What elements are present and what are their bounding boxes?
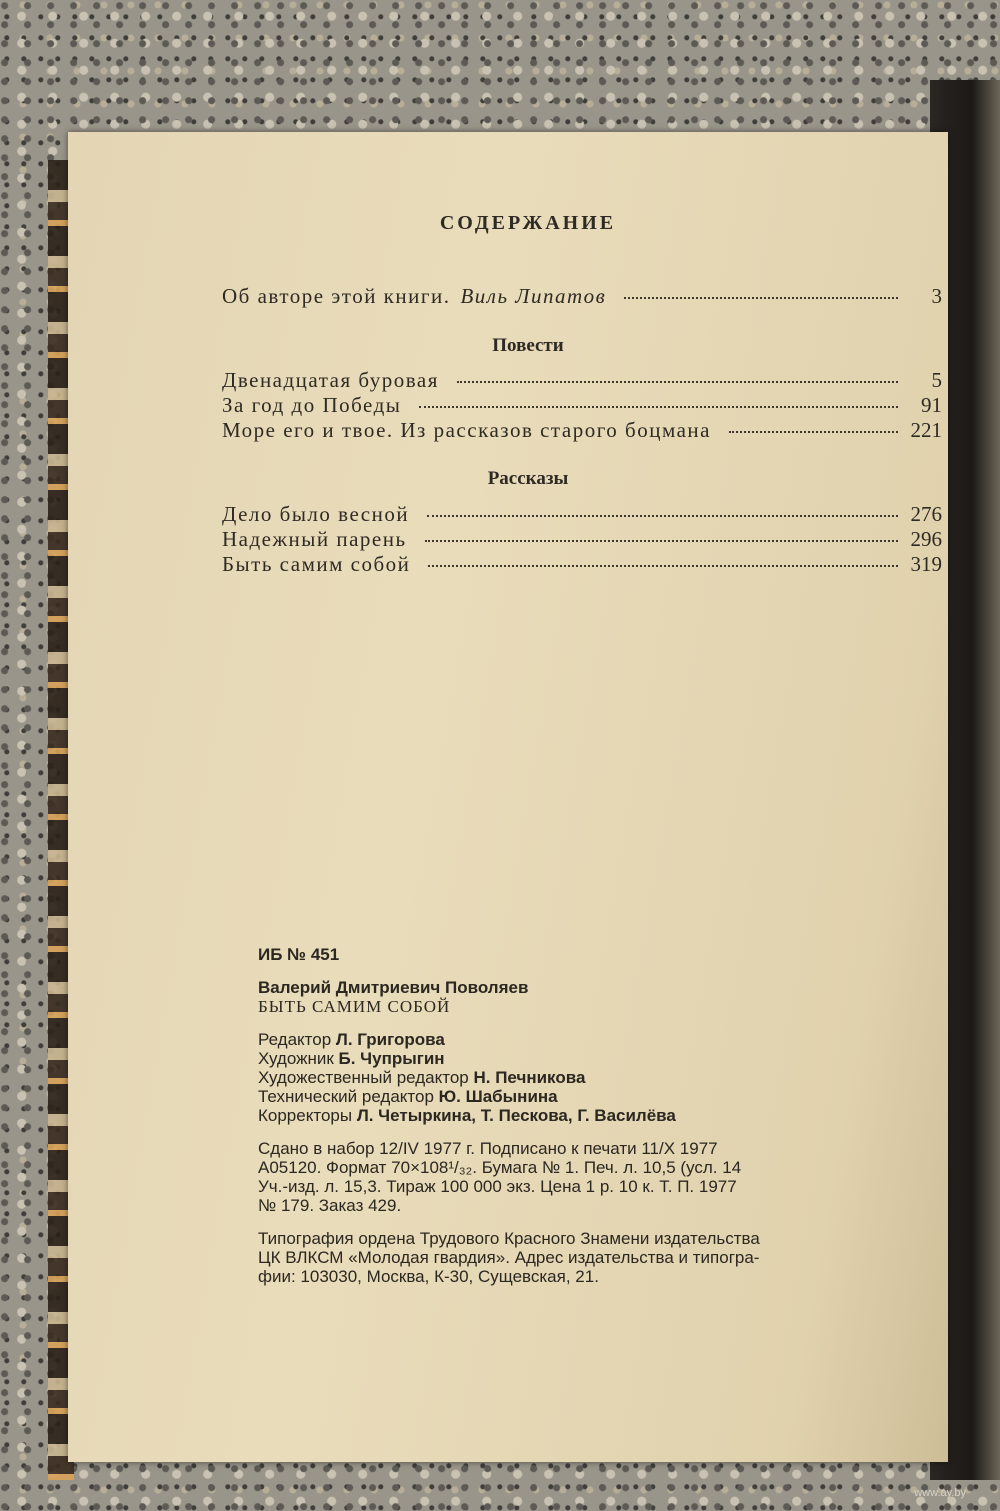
print-info-line: Сдано в набор 12/IV 1977 г. Подписано к печати 11/X 1977 <box>258 1139 718 1158</box>
dot-leader <box>425 540 898 542</box>
credit-role: Технический редактор <box>258 1087 434 1106</box>
dot-leader <box>624 297 898 299</box>
toc-item-title: Море его и твое. Из рассказов старого боцмана <box>222 418 711 442</box>
toc-row <box>222 502 942 528</box>
credit-line <box>258 1068 978 1087</box>
dot-leader <box>729 431 898 433</box>
toc-row <box>222 418 942 444</box>
toc-item-title: Дело было весной <box>222 502 410 526</box>
printer-line: Типография ордена Трудового Красного Знамени издательства <box>258 1229 760 1248</box>
toc-page-number: 276 <box>910 502 942 526</box>
toc-intro-title: Об авторе этой книги. <box>222 284 451 308</box>
imprint-block <box>258 945 978 1286</box>
print-info-line: А05120. Формат 70×108¹/₃₂. Бумага № 1. Печ. л. 10,5 (усл. 14 <box>258 1158 742 1177</box>
imprint-author: Валерий Дмитриевич Поволяев <box>258 978 529 997</box>
toc-intro-author: Виль Липатов <box>460 284 607 308</box>
toc-section-heading: Рассказы <box>487 468 569 489</box>
toc-row <box>222 552 942 578</box>
printer-line: фии: 103030, Москва, К-30, Сущевская, 21. <box>258 1267 599 1286</box>
credit-name: Л. Григорова <box>335 1030 445 1049</box>
credit-line <box>258 1087 978 1106</box>
credit-line <box>258 1049 978 1068</box>
toc-row <box>222 527 942 553</box>
credit-name: Н. Печникова <box>473 1068 586 1087</box>
print-info-line: Уч.-изд. л. 15,3. Тираж 100 000 экз. Цена 1 р. 10 к. Т. П. 1977 <box>258 1177 737 1196</box>
watermark: www.ay.by <box>914 1487 966 1499</box>
toc-item-title: Двенадцатая буровая <box>222 368 439 392</box>
ib-number: ИБ № 451 <box>258 945 340 964</box>
dot-leader <box>427 515 898 517</box>
dot-leader <box>428 565 898 567</box>
toc-section-heading: Повести <box>492 335 564 356</box>
printer-line: ЦК ВЛКСМ «Молодая гвардия». Адрес издательства и типогра- <box>258 1248 760 1267</box>
toc-row-intro <box>222 284 942 310</box>
toc-item-title: За год до Победы <box>222 393 402 417</box>
toc-page-number: 296 <box>910 527 942 551</box>
dot-leader <box>457 381 898 383</box>
credit-role: Редактор <box>258 1030 332 1049</box>
toc-item-title: Надежный парень <box>222 527 407 551</box>
imprint-book-title: БЫТЬ САМИМ СОБОЙ <box>258 997 451 1016</box>
toc-item-title: Быть самим собой <box>222 552 411 576</box>
toc-page-number: 91 <box>921 393 942 417</box>
toc-page-number: 5 <box>931 368 942 392</box>
dot-leader <box>419 406 898 408</box>
credit-line <box>258 1030 978 1049</box>
credit-name: Ю. Шабынина <box>438 1087 558 1106</box>
print-info-line: № 179. Заказ 429. <box>258 1196 402 1215</box>
credit-name: Б. Чупрыгин <box>338 1049 445 1068</box>
book-page <box>68 132 948 1462</box>
toc-row <box>222 393 942 419</box>
toc-page-number: 3 <box>931 284 942 308</box>
credit-role: Художник <box>258 1049 334 1068</box>
toc-page-number: 221 <box>910 418 942 442</box>
credit-role: Корректоры <box>258 1106 353 1125</box>
credit-role: Художественный редактор <box>258 1068 469 1087</box>
toc-title: СОДЕРЖАНИЕ <box>439 212 617 234</box>
credit-name: Л. Четыркина, Т. Пескова, Г. Василёва <box>356 1106 676 1125</box>
toc-page-number: 319 <box>910 552 942 576</box>
toc-row <box>222 368 942 394</box>
credit-line <box>258 1106 978 1125</box>
